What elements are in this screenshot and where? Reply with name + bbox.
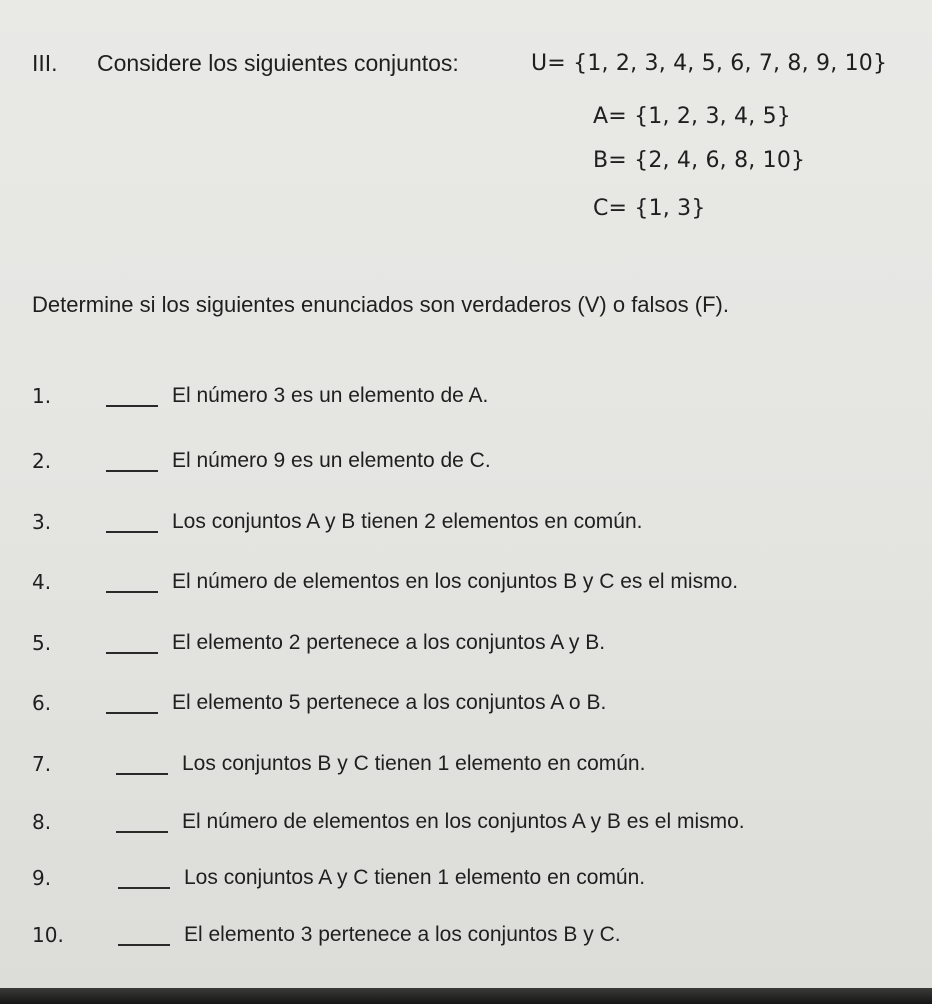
question-item-9 bbox=[32, 866, 912, 896]
set-b-definition: B= {2, 4, 6, 8, 10} bbox=[593, 148, 806, 173]
question-number: 6. bbox=[32, 691, 52, 715]
question-number: 9. bbox=[32, 866, 52, 890]
answer-blank[interactable] bbox=[116, 831, 168, 833]
answer-blank[interactable] bbox=[106, 531, 158, 533]
question-number: 3. bbox=[32, 510, 52, 534]
question-item-8 bbox=[32, 810, 912, 840]
answer-blank[interactable] bbox=[118, 944, 170, 946]
set-u-definition: U= {1, 2, 3, 4, 5, 6, 7, 8, 9, 10} bbox=[531, 51, 888, 76]
answer-blank[interactable] bbox=[106, 652, 158, 654]
question-number: 5. bbox=[32, 631, 52, 655]
set-c-definition: C= {1, 3} bbox=[593, 196, 706, 221]
question-statement: El número 3 es un elemento de A. bbox=[172, 384, 489, 407]
question-statement: Los conjuntos A y B tienen 2 elementos en común. bbox=[172, 510, 643, 533]
section-heading: Considere los siguientes conjuntos: bbox=[97, 50, 459, 76]
question-number: 10. bbox=[32, 923, 64, 947]
question-statement: El número de elementos en los conjuntos A y B es el mismo. bbox=[182, 810, 745, 833]
answer-blank[interactable] bbox=[106, 591, 158, 593]
question-item-2 bbox=[32, 449, 912, 479]
answer-blank[interactable] bbox=[116, 773, 168, 775]
question-statement: El elemento 2 pertenece a los conjuntos A y B. bbox=[172, 631, 606, 654]
question-item-6 bbox=[32, 691, 912, 721]
page-bottom-edge bbox=[0, 988, 932, 1004]
answer-blank[interactable] bbox=[106, 470, 158, 472]
question-item-1 bbox=[32, 384, 912, 414]
question-item-4 bbox=[32, 570, 912, 600]
answer-blank[interactable] bbox=[106, 712, 158, 714]
section-number: III. bbox=[32, 50, 58, 76]
question-number: 2. bbox=[32, 449, 52, 473]
question-statement: Los conjuntos A y C tienen 1 elemento en común. bbox=[184, 866, 646, 889]
question-statement: El número de elementos en los conjuntos B y C es el mismo. bbox=[172, 570, 739, 593]
question-number: 7. bbox=[32, 752, 52, 776]
question-item-10 bbox=[32, 923, 912, 953]
question-statement: El elemento 5 pertenece a los conjuntos A o B. bbox=[172, 691, 607, 714]
set-a-definition: A= {1, 2, 3, 4, 5} bbox=[593, 104, 792, 129]
question-number: 8. bbox=[32, 810, 52, 834]
question-statement: Los conjuntos B y C tienen 1 elemento en común. bbox=[182, 752, 646, 775]
answer-blank[interactable] bbox=[106, 405, 158, 407]
question-number: 4. bbox=[32, 570, 52, 594]
question-number: 1. bbox=[32, 384, 52, 408]
instruction-text: Determine si los siguientes enunciados son verdaderos (V) o falsos (F). bbox=[32, 292, 729, 317]
question-statement: El número 9 es un elemento de C. bbox=[172, 449, 491, 472]
question-item-3 bbox=[32, 510, 912, 540]
answer-blank[interactable] bbox=[118, 887, 170, 889]
question-item-7 bbox=[32, 752, 912, 782]
question-statement: El elemento 3 pertenece a los conjuntos B y C. bbox=[184, 923, 621, 946]
question-item-5 bbox=[32, 631, 912, 661]
